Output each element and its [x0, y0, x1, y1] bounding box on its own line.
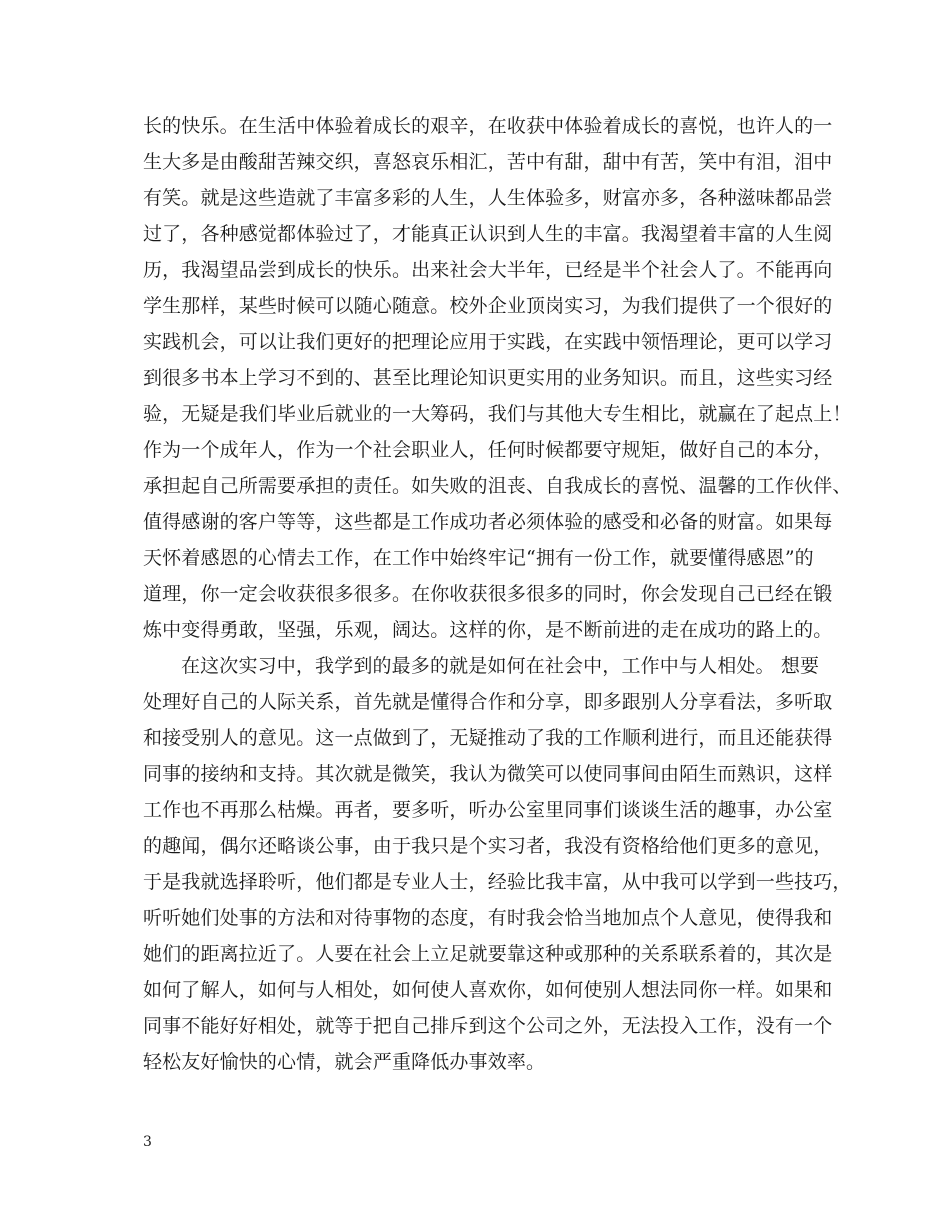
text-line: 炼中变得勇敢，坚强，乐观，阔达。这样的你，是不断前进的走在成功的路上的。 — [143, 619, 833, 641]
text-line: 轻松友好愉快的心情，就会严重降低办事效率。 — [143, 1051, 546, 1073]
text-line: 如何了解人，如何与人相处，如何使人喜欢你，如何使别人想法同你一样。如果和 — [143, 979, 833, 1001]
text-line: 历，我渴望品尝到成长的快乐。出来社会大半年，已经是半个社会人了。不能再向 — [143, 259, 833, 281]
paragraph-1 — [143, 108, 852, 648]
text-line: 到很多书本上学习不到的、甚至比理论知识更实用的业务知识。而且，这些实习经 — [143, 367, 833, 389]
text-line: 值得感谢的客户等等，这些都是工作成功者必须体验的感受和必备的财富。如果每 — [143, 511, 833, 533]
text-line: 承担起自己所需要承担的责任。如失败的沮丧、自我成长的喜悦、温馨的工作伙伴、 — [143, 475, 852, 497]
text-line: 天怀着感恩的心情去工作，在工作中始终牢记“拥有一份工作，就要懂得感恩”的 — [143, 547, 814, 569]
text-line: 道理，你一定会收获很多很多。在你收获很多很多的同时，你会发现自己已经在锻 — [143, 583, 833, 605]
text-line: 长的快乐。在生活中体验着成长的艰辛，在收获中体验着成长的喜悦，也许人的一 — [143, 115, 833, 137]
text-line: 同事的接纳和支持。其次就是微笑，我认为微笑可以使同事间由陌生而熟识，这样 — [143, 763, 833, 785]
text-line: 生大多是由酸甜苦辣交织，喜怒哀乐相汇，苦中有甜，甜中有苦，笑中有泪，泪中 — [143, 151, 833, 173]
text-line: 同事不能好好相处，就等于把自己排斥到这个公司之外，无法投入工作，没有一个 — [143, 1015, 833, 1037]
text-line: 验，无疑是我们毕业后就业的一大筹码，我们与其他大专生相比，就赢在了起点上！ — [143, 403, 852, 425]
page-number: 3 — [143, 1134, 152, 1150]
text-line: 有笑。就是这些造就了丰富多彩的人生，人生体验多，财富亦多，各种滋味都品尝 — [143, 187, 833, 209]
text-line: 于是我就选择聆听，他们都是专业人士，经验比我丰富，从中我可以学到一些技巧， — [143, 871, 852, 893]
text-line: 实践机会，可以让我们更好的把理论应用于实践，在实践中领悟理论，更可以学习 — [143, 331, 833, 353]
text-line: 工作也不再那么枯燥。再者，要多听，听办公室里同事们谈谈生活的趣事，办公室 — [143, 799, 833, 821]
document-body — [143, 108, 852, 1080]
text-line: 她们的距离拉近了。人要在社会上立足就要靠这种或那种的关系联系着的，其次是 — [143, 943, 833, 965]
text-line: 和接受别人的意见。这一点做到了，无疑推动了我的工作顺利进行，而且还能获得 — [143, 727, 833, 749]
paragraph-2 — [143, 648, 852, 1080]
text-line: 作为一个成年人，作为一个社会职业人，任何时候都要守规矩，做好自己的本分， — [143, 439, 833, 461]
text-line: 在这次实习中，我学到的最多的就是如何在社会中，工作中与人相处。 想要 — [181, 655, 820, 677]
text-line: 听听她们处事的方法和对待事物的态度，有时我会恰当地加点个人意见，使得我和 — [143, 907, 833, 929]
text-line: 过了，各种感觉都体验过了，才能真正认识到人生的丰富。我渴望着丰富的人生阅 — [143, 223, 833, 245]
text-line: 学生那样，某些时候可以随心随意。校外企业顶岗实习，为我们提供了一个很好的 — [143, 295, 833, 317]
text-line: 处理好自己的人际关系，首先就是懂得合作和分享，即多跟别人分享看法，多听取 — [143, 691, 833, 713]
text-line: 的趣闻，偶尔还略谈公事，由于我只是个实习者，我没有资格给他们更多的意见， — [143, 835, 833, 857]
